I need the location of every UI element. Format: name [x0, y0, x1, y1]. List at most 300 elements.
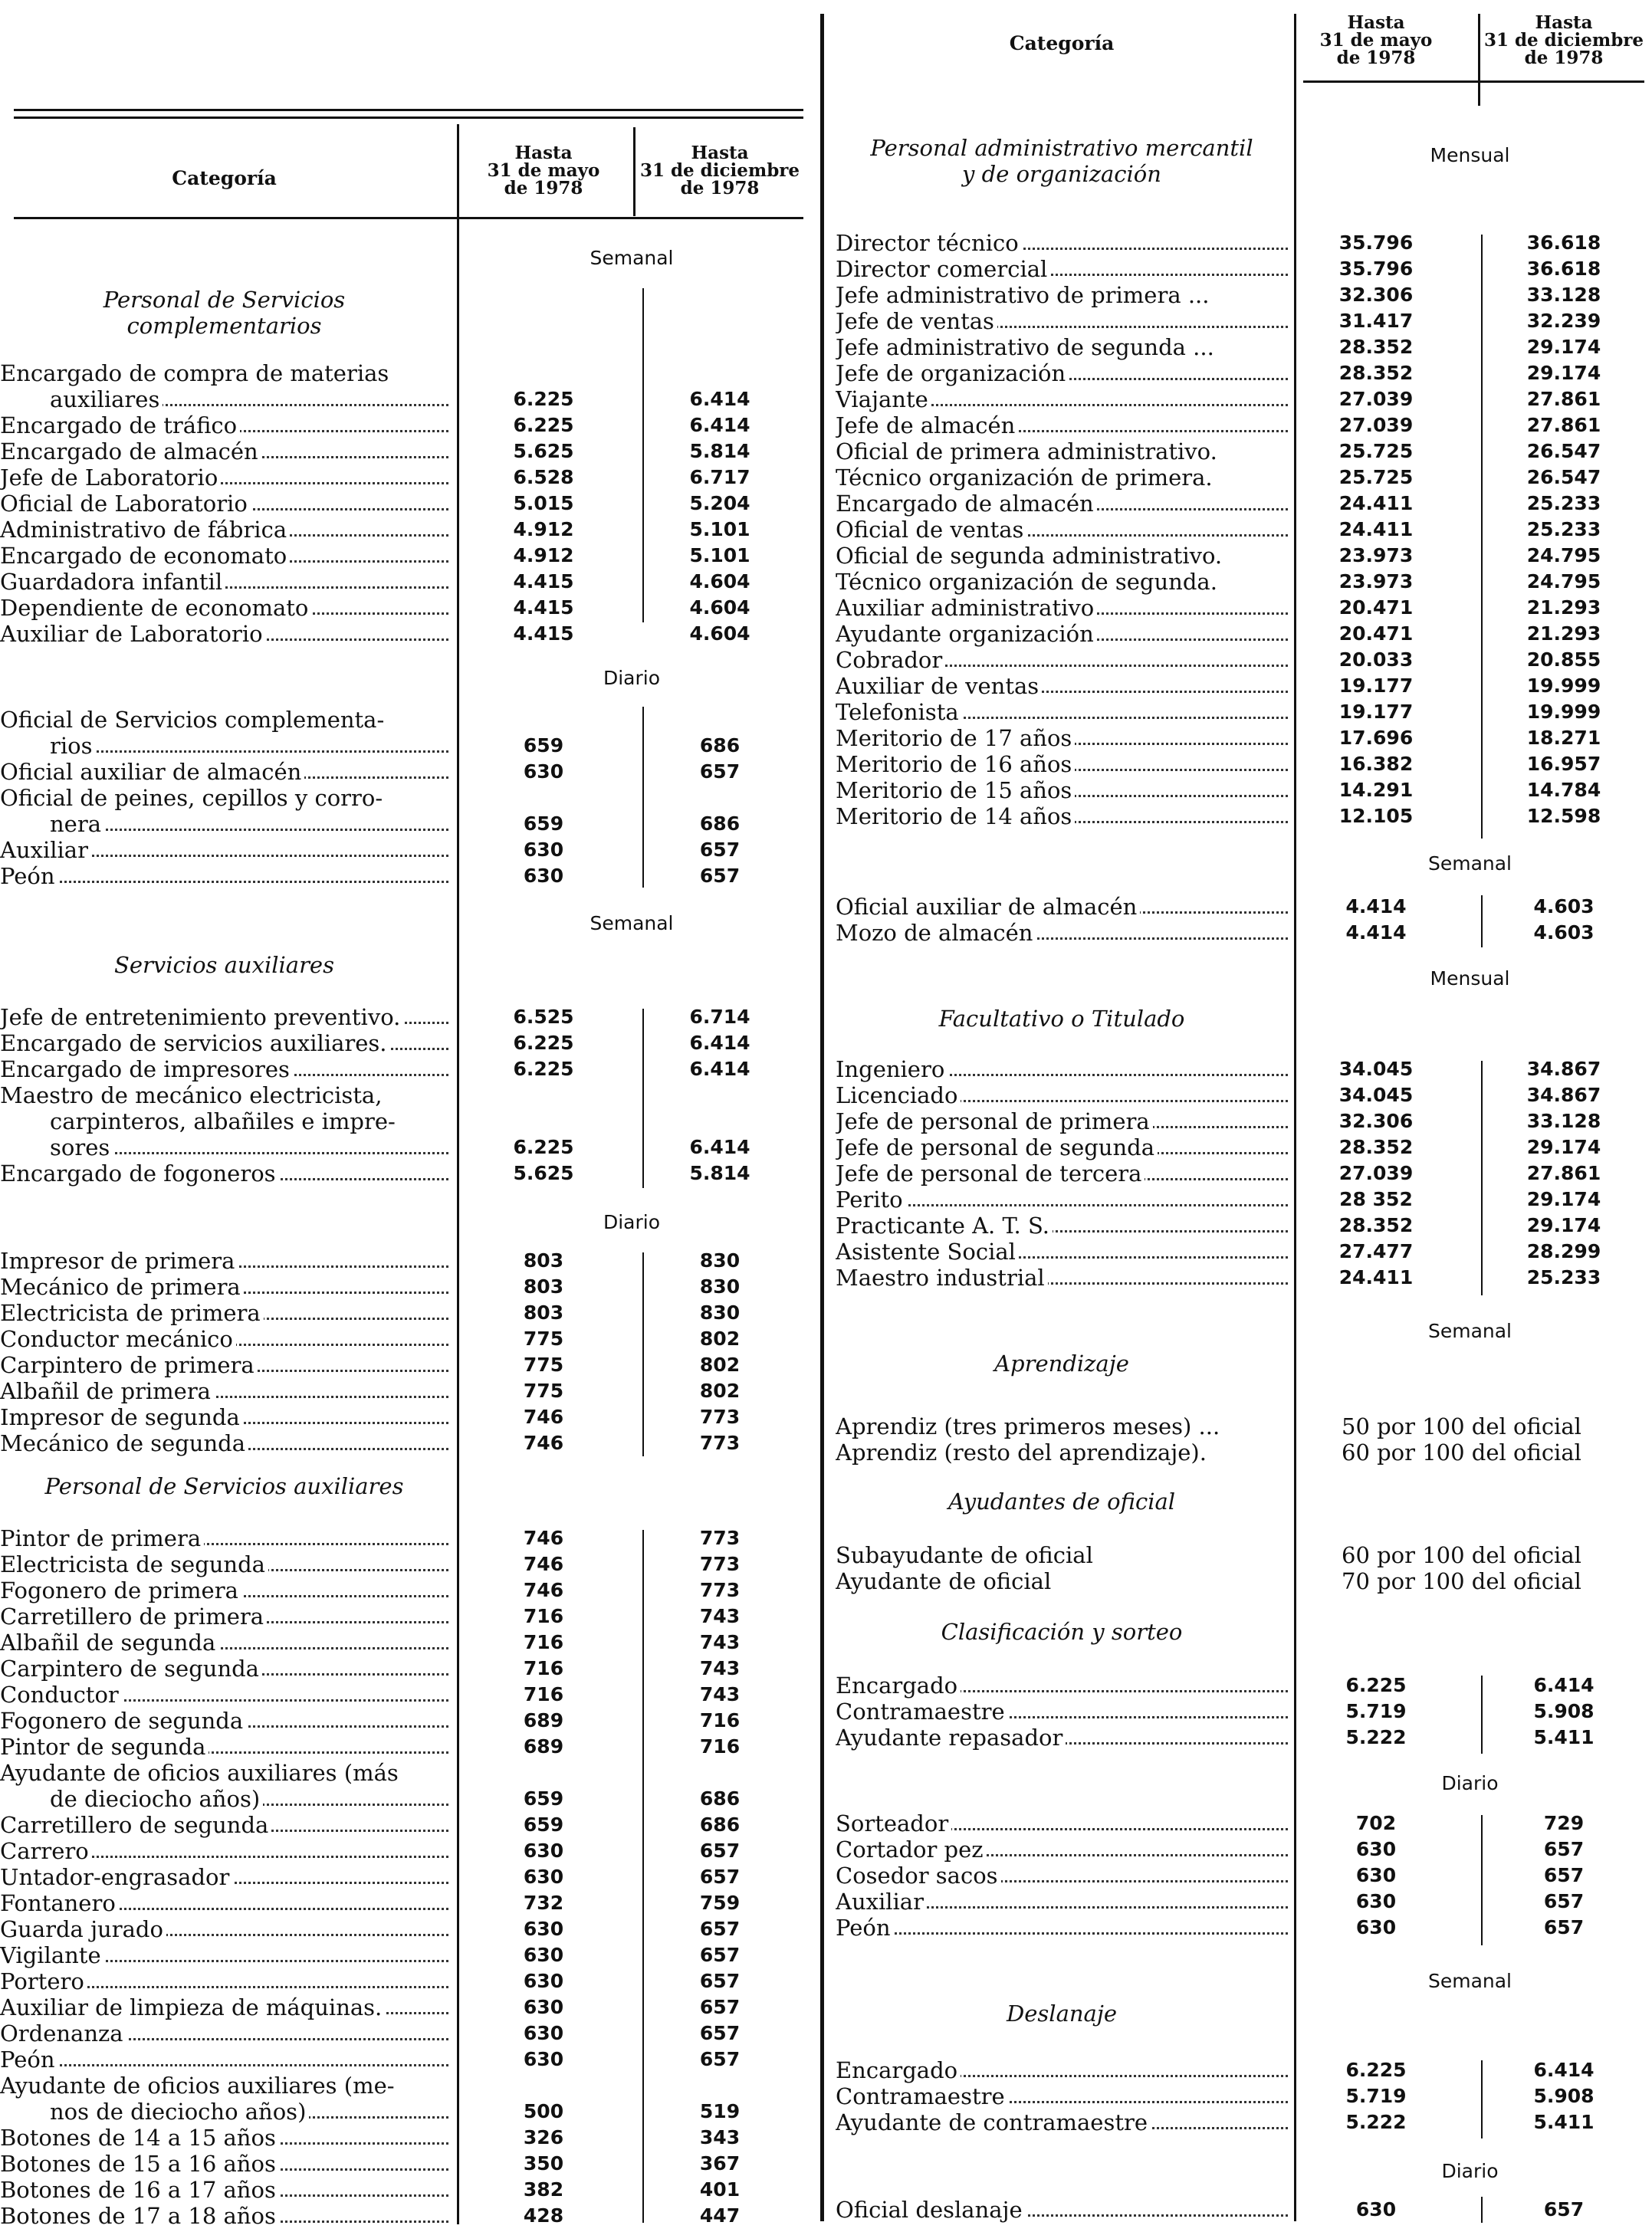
value-may: 5.719 — [1345, 1700, 1407, 1722]
table-row — [836, 894, 1652, 920]
row-label-text: Jefe de ventas — [836, 308, 997, 334]
value-may: 6.225 — [513, 388, 574, 410]
value-may: 20.471 — [1338, 596, 1414, 619]
value-may: 28.352 — [1338, 1214, 1414, 1236]
value-december: 447 — [699, 2204, 741, 2227]
row-label — [0, 360, 448, 386]
value-december: 657 — [1543, 1916, 1585, 1938]
table-row — [836, 308, 1652, 334]
section-title-line: Personal administrativo mercantil — [870, 135, 1253, 161]
section-title — [836, 1006, 1288, 1032]
value-may: 746 — [523, 1432, 564, 1454]
value-may: 27.039 — [1338, 388, 1414, 410]
value-december: 16.957 — [1526, 753, 1601, 775]
row-label — [836, 282, 1288, 308]
row-label-text: carpinteros, albañiles e impre- — [0, 1108, 399, 1134]
value-december: 657 — [699, 1996, 741, 2018]
header-divider — [633, 127, 636, 216]
value-december: 519 — [699, 2100, 741, 2122]
row-label-text: Jefe administrativo de segunda ... — [836, 334, 1217, 360]
row-label-text: Auxiliar administrativo — [836, 595, 1097, 621]
value-december: 716 — [699, 1709, 741, 1731]
row-label-text: Dependiente de economato — [0, 595, 311, 621]
row-label-text: Encargado — [836, 2057, 961, 2083]
value-december: 4.603 — [1533, 895, 1595, 917]
value-december: 686 — [699, 1787, 741, 1810]
value-may: 716 — [523, 1605, 564, 1627]
row-label-text: Técnico organización de primera. — [836, 464, 1216, 491]
value-may: 803 — [523, 1275, 564, 1298]
row-label-text: Asistente Social — [836, 1239, 1019, 1265]
row-label-text: Ayudante de oficial — [836, 1568, 1054, 1594]
table-row — [836, 543, 1652, 569]
table-row — [0, 811, 811, 837]
value-december: 716 — [699, 1735, 741, 1758]
table-row — [0, 1760, 811, 1786]
rule-header-bottom — [1303, 80, 1644, 83]
rule-header-bottom — [14, 217, 803, 219]
table-row — [836, 1108, 1652, 1134]
row-label-text: Pintor de segunda — [0, 1734, 209, 1760]
row-label — [0, 1812, 448, 1838]
table-row — [0, 1682, 811, 1708]
value-may: 23.973 — [1338, 570, 1414, 592]
table-row — [836, 1056, 1652, 1082]
value-december: 802 — [699, 1354, 741, 1376]
row-label — [0, 1551, 448, 1577]
value-may: 630 — [1355, 1890, 1397, 1912]
row-label — [0, 1300, 448, 1326]
leader-dots — [836, 1932, 1288, 1935]
value-december: 657 — [699, 1944, 741, 1966]
value-may: 23.973 — [1338, 544, 1414, 566]
value-may: 4.415 — [513, 596, 574, 619]
section-title-line: Servicios auxiliares — [114, 952, 334, 978]
section-title — [0, 287, 448, 339]
value-december: 743 — [699, 1605, 741, 1627]
header-col-december — [1483, 14, 1644, 67]
value-may: 689 — [523, 1735, 564, 1758]
value-december: 27.861 — [1526, 388, 1601, 410]
row-label-text: Peón — [836, 1915, 894, 1941]
row-label — [0, 1630, 448, 1656]
value-may: 4.414 — [1345, 921, 1407, 944]
value-may: 716 — [523, 1657, 564, 1679]
row-label-text: Auxiliar — [836, 1889, 927, 1915]
table-row — [0, 837, 811, 863]
row-label — [836, 1056, 1288, 1082]
table-row — [836, 1265, 1652, 1291]
row-label — [836, 230, 1288, 256]
row-label-text: Electricista de segunda — [0, 1551, 268, 1577]
value-may: 5.719 — [1345, 2085, 1407, 2107]
row-label-text: Encargado de almacén — [0, 438, 261, 464]
percentage-value: 50 por 100 del oficial — [1342, 1413, 1581, 1439]
row-label — [836, 569, 1288, 595]
table-header — [0, 123, 811, 215]
value-december: 14.784 — [1526, 779, 1601, 801]
value-may: 689 — [523, 1709, 564, 1731]
row-label-text: Jefe de Laboratorio — [0, 464, 221, 491]
row-label-text: sores — [0, 1134, 113, 1160]
row-label-text: Carpintero de segunda — [0, 1656, 262, 1682]
value-december: 657 — [699, 839, 741, 861]
row-label-text: Cortador pez — [836, 1836, 987, 1863]
value-december: 657 — [1543, 2198, 1585, 2221]
row-label-text: Untador-engrasador — [0, 1864, 232, 1890]
value-december: 36.618 — [1526, 231, 1601, 254]
table-row — [836, 1836, 1652, 1863]
table-row — [0, 1916, 811, 1942]
row-label — [836, 1836, 1288, 1863]
table-row — [836, 621, 1652, 647]
section-title — [836, 1489, 1288, 1515]
value-december: 401 — [699, 2178, 741, 2201]
period-label: Mensual — [1430, 144, 1510, 166]
row-label — [0, 543, 448, 569]
row-label-text: Botones de 16 a 17 años — [0, 2177, 279, 2203]
value-may: 630 — [1355, 2198, 1397, 2221]
table-row — [0, 1108, 811, 1134]
value-may: 5.015 — [513, 492, 574, 514]
value-december: 802 — [699, 1328, 741, 1350]
value-may: 775 — [523, 1380, 564, 1402]
value-december: 27.861 — [1526, 414, 1601, 436]
table-row — [836, 1810, 1652, 1836]
value-december: 5.204 — [689, 492, 750, 514]
table-row — [836, 569, 1652, 595]
row-label-text: Auxiliar — [0, 837, 91, 863]
value-december: 21.293 — [1526, 622, 1601, 645]
value-may: 34.045 — [1338, 1084, 1414, 1106]
row-label — [0, 438, 448, 464]
row-label — [0, 1838, 448, 1864]
value-may: 12.105 — [1338, 805, 1414, 827]
row-label — [0, 1603, 448, 1630]
row-label-text: Botones de 14 a 15 años — [0, 2125, 279, 2151]
row-label — [836, 725, 1288, 751]
table-row — [836, 517, 1652, 543]
row-label-text: Vigilante — [0, 1942, 104, 1968]
row-label — [0, 491, 448, 517]
table-row — [0, 2073, 811, 2099]
table-row — [836, 647, 1652, 673]
table-row — [0, 1994, 811, 2020]
table-row — [0, 1864, 811, 1890]
value-december: 657 — [699, 760, 741, 783]
value-may: 500 — [523, 2100, 564, 2122]
column-divider — [820, 14, 824, 2221]
value-may: 6.225 — [513, 1058, 574, 1080]
value-may: 803 — [523, 1301, 564, 1324]
value-may: 746 — [523, 1527, 564, 1549]
row-label — [0, 1994, 448, 2020]
row-label — [836, 1725, 1288, 1751]
table-row — [0, 1352, 811, 1378]
row-label — [836, 2109, 1288, 2135]
table-row — [0, 1134, 811, 1160]
value-december: 686 — [699, 812, 741, 835]
table-row — [836, 2197, 1652, 2223]
row-label-text: Director comercial — [836, 256, 1050, 282]
row-label-text: Peón — [0, 863, 58, 889]
table-row — [0, 1274, 811, 1300]
table-row — [836, 2109, 1652, 2135]
row-label-text: Encargado de economato — [0, 543, 290, 569]
value-december: 5.411 — [1533, 2111, 1595, 2133]
row-label — [836, 1889, 1288, 1915]
percentage-value: 70 por 100 del oficial — [1342, 1568, 1581, 1594]
value-december: 25.233 — [1526, 1266, 1601, 1288]
row-label-text: Oficial de peines, cepillos y corro- — [0, 785, 386, 811]
value-may: 27.039 — [1338, 414, 1414, 436]
row-label-text: nera — [0, 811, 104, 837]
row-label — [0, 707, 448, 733]
value-december: 26.547 — [1526, 440, 1601, 462]
value-may: 4.415 — [513, 622, 574, 645]
value-may: 4.912 — [513, 518, 574, 540]
row-label-text: Mozo de almacén — [836, 920, 1036, 946]
value-may: 6.225 — [513, 414, 574, 436]
row-label — [0, 1248, 448, 1274]
row-label-text: Peón — [0, 2047, 58, 2073]
row-label-text: Licenciado — [836, 1082, 961, 1108]
row-label-text: Encargado de compra de materias — [0, 360, 392, 386]
value-december: 6.714 — [689, 1006, 750, 1028]
value-december: 773 — [699, 1432, 741, 1454]
value-december: 28.299 — [1526, 1240, 1601, 1262]
row-label-text: Ayudante repasador — [836, 1725, 1066, 1751]
row-label — [0, 1004, 448, 1030]
row-label-text: Jefe de personal de tercera — [836, 1160, 1145, 1187]
row-label — [0, 1030, 448, 1056]
value-december: 25.233 — [1526, 492, 1601, 514]
table-row — [836, 699, 1652, 725]
table-row — [836, 1889, 1652, 1915]
table-row — [0, 1812, 811, 1838]
row-label — [0, 1430, 448, 1456]
row-label — [0, 1708, 448, 1734]
value-may: 28.352 — [1338, 1136, 1414, 1158]
value-december: 20.855 — [1526, 648, 1601, 671]
row-label-text: Conductor mecánico — [0, 1326, 236, 1352]
header-col-may — [460, 144, 627, 197]
value-december: 33.128 — [1526, 1110, 1601, 1132]
row-label — [836, 673, 1288, 699]
value-december: 743 — [699, 1631, 741, 1653]
row-label-text: Jefe administrativo de primera ... — [836, 282, 1213, 308]
row-label-text: Oficial de ventas — [836, 517, 1026, 543]
value-may: 28.352 — [1338, 336, 1414, 358]
row-label — [0, 2020, 448, 2047]
row-label — [0, 595, 448, 621]
row-label — [836, 621, 1288, 647]
row-label — [836, 2197, 1288, 2223]
value-may: 25.725 — [1338, 466, 1414, 488]
row-label-text: Aprendiz (resto del aprendizaje). — [836, 1439, 1210, 1466]
row-label-text: Contramaestre — [836, 1699, 1008, 1725]
table-row — [836, 777, 1652, 803]
row-label — [0, 1890, 448, 1916]
table-row — [836, 1672, 1652, 1699]
row-label-text: Oficial auxiliar de almacén — [836, 894, 1140, 920]
row-label-text: Encargado — [836, 1672, 961, 1699]
row-label — [0, 1577, 448, 1603]
value-may: 20.471 — [1338, 622, 1414, 645]
value-may: 27.039 — [1338, 1162, 1414, 1184]
row-label — [0, 1656, 448, 1682]
row-label — [0, 621, 448, 647]
table-row — [0, 1942, 811, 1968]
value-december: 686 — [699, 1814, 741, 1836]
row-label-text: Administrativo de fábrica — [0, 517, 290, 543]
row-label — [0, 1134, 448, 1160]
value-may: 630 — [523, 1970, 564, 1992]
table-row — [0, 2151, 811, 2177]
value-december: 743 — [699, 1657, 741, 1679]
row-label-text: Impresor de segunda — [0, 1404, 243, 1430]
table-row — [0, 1708, 811, 1734]
section-title-line: Facultativo o Titulado — [938, 1006, 1185, 1032]
value-december: 6.414 — [689, 1032, 750, 1054]
period-label: Semanal — [1427, 1320, 1512, 1342]
table-row — [0, 517, 811, 543]
value-december: 657 — [699, 1970, 741, 1992]
row-label — [0, 386, 448, 412]
value-december: 29.174 — [1526, 1136, 1601, 1158]
value-may: 16.382 — [1338, 753, 1414, 775]
row-label — [836, 517, 1288, 543]
section-title — [836, 1351, 1288, 1377]
value-december: 802 — [699, 1380, 741, 1402]
value-may: 775 — [523, 1354, 564, 1376]
row-label — [0, 1160, 448, 1187]
section-title-line: Personal de Servicios — [103, 287, 346, 313]
row-label-text: Mecánico de primera — [0, 1274, 244, 1300]
table-row — [0, 707, 811, 733]
value-may: 630 — [523, 760, 564, 783]
value-may: 630 — [523, 1866, 564, 1888]
section-title — [836, 1619, 1288, 1645]
value-december: 657 — [1543, 1890, 1585, 1912]
row-label-text: Botones de 17 a 18 años — [0, 2203, 279, 2229]
value-may: 34.045 — [1338, 1058, 1414, 1080]
row-label — [836, 256, 1288, 282]
value-december: 657 — [699, 2048, 741, 2070]
row-label — [0, 464, 448, 491]
value-may: 775 — [523, 1328, 564, 1350]
value-december: 33.128 — [1526, 284, 1601, 306]
table-row — [836, 256, 1652, 282]
value-december: 830 — [699, 1275, 741, 1298]
value-may: 716 — [523, 1631, 564, 1653]
section-title-line: Deslanaje — [1007, 2001, 1117, 2027]
value-may: 630 — [1355, 1864, 1397, 1886]
value-may: 630 — [523, 839, 564, 861]
value-may: 659 — [523, 1814, 564, 1836]
value-may: 659 — [523, 734, 564, 757]
table-row — [836, 1863, 1652, 1889]
value-may: 326 — [523, 2126, 564, 2148]
percentage-value: 60 por 100 del oficial — [1342, 1439, 1581, 1466]
row-label-text: Auxiliar de ventas — [836, 673, 1042, 699]
table-row — [0, 759, 811, 785]
table-row — [0, 1004, 811, 1030]
row-label-text: Fogonero de primera — [0, 1577, 241, 1603]
row-label-text: Oficial auxiliar de almacén — [0, 759, 304, 785]
value-december: 830 — [699, 1301, 741, 1324]
value-december: 24.795 — [1526, 544, 1601, 566]
value-may: 19.177 — [1338, 701, 1414, 723]
value-may: 630 — [523, 1918, 564, 1940]
row-label-text: Cosedor sacos — [836, 1863, 1001, 1889]
row-label-text: Oficial de primera administrativo. — [836, 438, 1220, 464]
table-row — [836, 803, 1652, 829]
value-may: 4.414 — [1345, 895, 1407, 917]
row-label-text: Encargado de impresores — [0, 1056, 293, 1082]
period-label: Semanal — [1427, 1970, 1512, 1992]
row-label-text: Ingeniero — [836, 1056, 948, 1082]
row-label-text: Encargado de almacén — [836, 491, 1097, 517]
period-label: Semanal — [1427, 852, 1512, 875]
value-december: 657 — [699, 1918, 741, 1940]
row-label-text: Oficial de Servicios complementa- — [0, 707, 387, 733]
value-may: 17.696 — [1338, 727, 1414, 749]
table-row — [836, 725, 1652, 751]
value-december: 729 — [1543, 1812, 1585, 1834]
table-row — [0, 1630, 811, 1656]
leader-dots — [0, 881, 448, 883]
value-may: 6.225 — [1345, 2059, 1407, 2081]
row-label — [0, 1108, 448, 1134]
row-label — [836, 1108, 1288, 1134]
value-december: 21.293 — [1526, 596, 1601, 619]
row-label — [0, 1786, 448, 1812]
row-label — [836, 334, 1288, 360]
row-label-text: Impresor de primera — [0, 1248, 238, 1274]
row-label — [836, 1160, 1288, 1187]
table-row — [0, 1404, 811, 1430]
row-label-text: Jefe de organización — [836, 360, 1069, 386]
value-december: 4.604 — [689, 570, 750, 592]
table-row — [0, 1326, 811, 1352]
value-december: 6.414 — [689, 388, 750, 410]
value-december: 29.174 — [1526, 1214, 1601, 1236]
table-row — [836, 673, 1652, 699]
row-label-text: Albañil de primera — [0, 1378, 214, 1404]
value-december: 686 — [699, 734, 741, 757]
table-row — [836, 491, 1652, 517]
value-december: 5.101 — [689, 544, 750, 566]
value-may: 28 352 — [1339, 1188, 1413, 1210]
value-december: 6.717 — [689, 466, 750, 488]
value-december: 5.814 — [689, 440, 750, 462]
row-label-text: Ayudante de oficios auxiliares (más — [0, 1760, 402, 1786]
row-label-text: Electricista de primera — [0, 1300, 264, 1326]
table-row — [0, 1656, 811, 1682]
row-label — [0, 2099, 448, 2125]
row-label — [836, 920, 1288, 946]
row-label — [0, 1864, 448, 1890]
row-label-text: Albañil de segunda — [0, 1630, 218, 1656]
value-december: 367 — [699, 2152, 741, 2175]
row-label — [836, 751, 1288, 777]
value-may: 382 — [523, 2178, 564, 2201]
row-label-text: Fogonero de segunda — [0, 1708, 246, 1734]
leader-dots — [0, 2064, 448, 2066]
table-row — [0, 595, 811, 621]
value-may: 5.625 — [513, 440, 574, 462]
